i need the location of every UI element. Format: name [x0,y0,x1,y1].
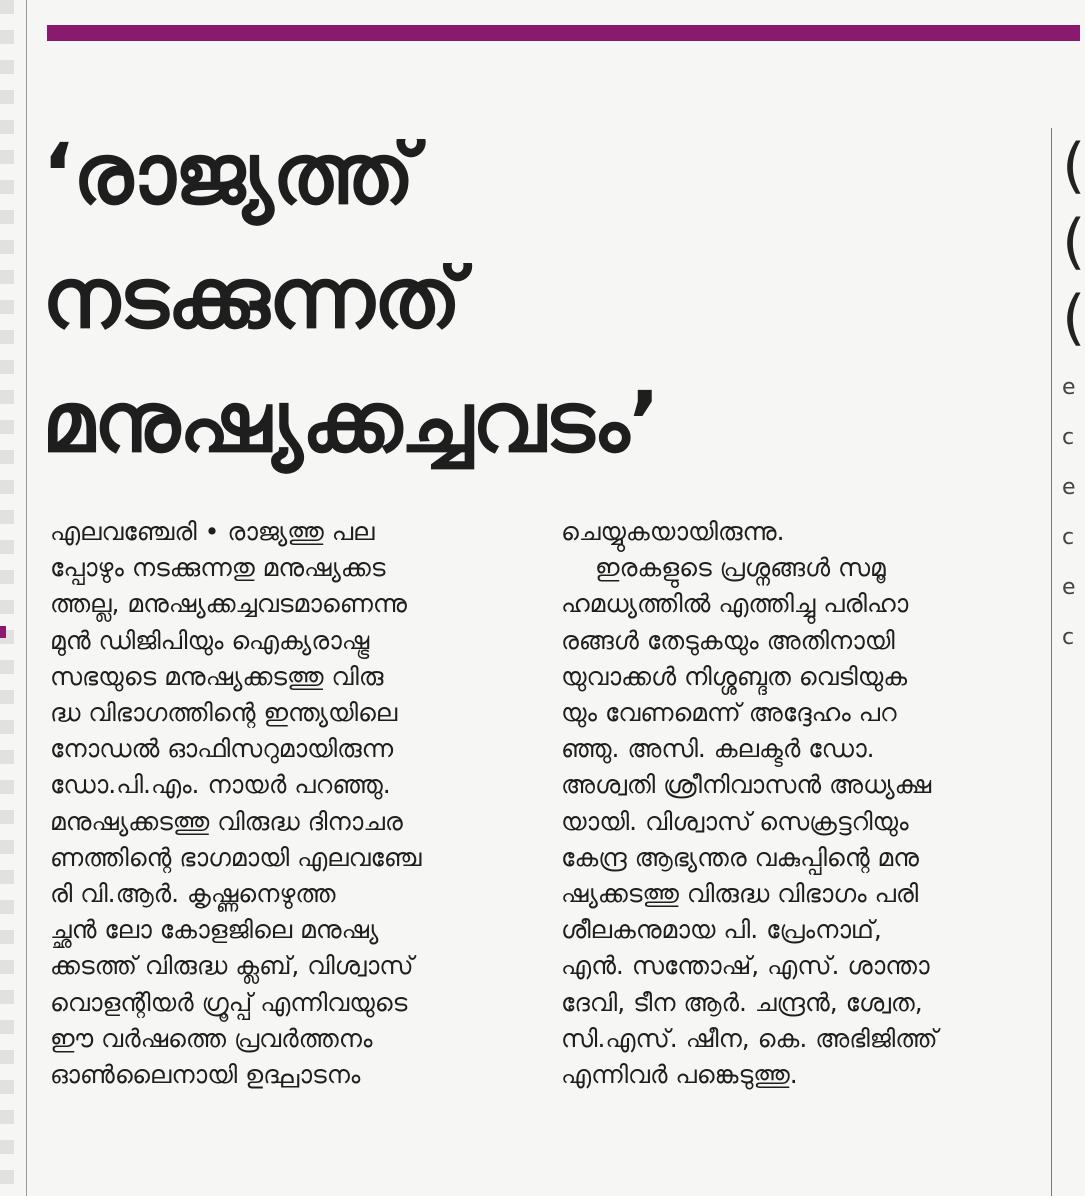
headline [42,112,822,484]
next-column-glyph: e [1062,375,1076,400]
article-line: നോഡൽ ഓഫിസറുമായിരുന്ന [50,734,394,764]
article-line: രങ്ങൾ തേടുകയും അതിനായി [561,625,895,655]
next-column-glyph: ( [1062,207,1085,277]
article-line: ഹമധ്യത്തിൽ എത്തിച്ചു പരിഹാ [561,589,909,619]
article-line: സഭയുടെ മനുഷ്യക്കടത്തു വിരു [50,661,384,691]
article-line: ഈ വർഷത്തെ പ്രവർത്തനം [50,1023,373,1053]
right-column-divider [1051,128,1052,1196]
left-color-marker [0,626,6,638]
article-line: ച്ഛൻ ലോ കോളജിലെ മനുഷ്യ [50,915,379,945]
next-column-glyph: c [1062,625,1075,650]
headline-line-3: മനുഷ്യക്കച്ചവടം’ [42,373,660,471]
article-line: ഷ്യക്കടത്തു വിരുദ്ധ വിഭാഗം പരി [561,879,919,909]
article-line: പ്പോഴും നടക്കുന്നതു മനുഷ്യക്കട [50,553,386,583]
next-column-glyph: ( [1062,283,1085,353]
article-line: യും വേണമെന്ന് അദ്ദേഹം പറ [561,698,897,728]
article-line: ഡോ.പി.എം. നായർ പറഞ്ഞു. [50,770,391,800]
article-line: രി വി.ആർ. കൃഷ്ണനെഴുത്ത [50,879,336,909]
article-line: കേന്ദ്ര ആഭ്യന്തര വകുപ്പിന്റെ മനു [561,842,919,872]
section-color-bar [47,25,1080,41]
headline-line-2: നടക്കുന്നത് [42,249,461,347]
article-line: ത്തല്ല, മനുഷ്യക്കച്ചവടമാണെന്നു [50,589,407,619]
article-paragraph-start: ഇരകളുടെ പ്രശ്നങ്ങൾ സമൂ [595,553,886,583]
next-column-glyph: c [1062,425,1075,450]
left-column-divider [26,0,27,1196]
article-line: എന്നിവർ പങ്കെടുത്തു. [561,1060,798,1090]
article-line: വൊളന്റിയർ ഗ്രൂപ്പ് എന്നിവയുടെ [50,987,408,1017]
article-line: ക്കടത്ത് വിരുദ്ധ ക്ലബ്, വിശ്വാസ് [50,951,414,981]
next-column-glyph: ( [1062,131,1085,201]
article-line: ചെയ്യുകയായിരുന്നു. [561,517,785,546]
article-line: മുൻ ഡിജിപിയും ഐക്യരാഷ്ട്ര [50,625,370,655]
article-line: ശീലകനുമായ പി. പ്രേംനാഥ്, [561,915,882,945]
next-column-glyph: c [1062,525,1075,550]
article-line: യായി. വിശ്വാസ് സെക്രട്ടറിയും [561,806,909,836]
article-line: എൻ. സന്തോഷ്, എസ്. ശാന്താ [561,951,930,981]
article-line: മനുഷ്യക്കടത്തു വിരുദ്ധ ദിനാചര [50,806,403,836]
article-line: ദ്ധ വിഭാഗത്തിന്റെ ഇന്ത്യയിലെ [50,698,398,728]
article-line: യുവാക്കൾ നിശ്ശബ്ദത വെടിയുക [561,661,908,691]
article-column-1 [50,514,520,1093]
previous-page-column-edge [0,0,14,1196]
article-line: ണത്തിന്റെ ഭാഗമായി എലവഞ്ചേ [50,842,422,872]
article-column-2 [561,514,1031,1093]
article-line: ഓൺലൈനായി ഉദ്ഘാടനം [50,1060,361,1090]
article-line: ഞ്ഞു. അസി. കലക്ടർ ഡോ. [561,734,875,764]
next-column-glyph: e [1062,475,1076,500]
article-line: ദേവി, ടീന ആർ. ചന്ദ്രൻ, ശ്വേത, [561,987,923,1017]
article-line: എലവഞ്ചേരി • രാജ്യത്തു പല [50,517,375,546]
next-column-glyph: e [1062,575,1076,600]
article-line: അശ്വതി ശ്രീനിവാസൻ അധ്യക്ഷ [561,770,932,800]
headline-line-1: ‘രാജ്യത്ത് [42,125,414,223]
article-line: സി.എസ്. ഷീന, കെ. അഭിജിത്ത് [561,1023,938,1053]
next-column-edge [1062,128,1085,1196]
